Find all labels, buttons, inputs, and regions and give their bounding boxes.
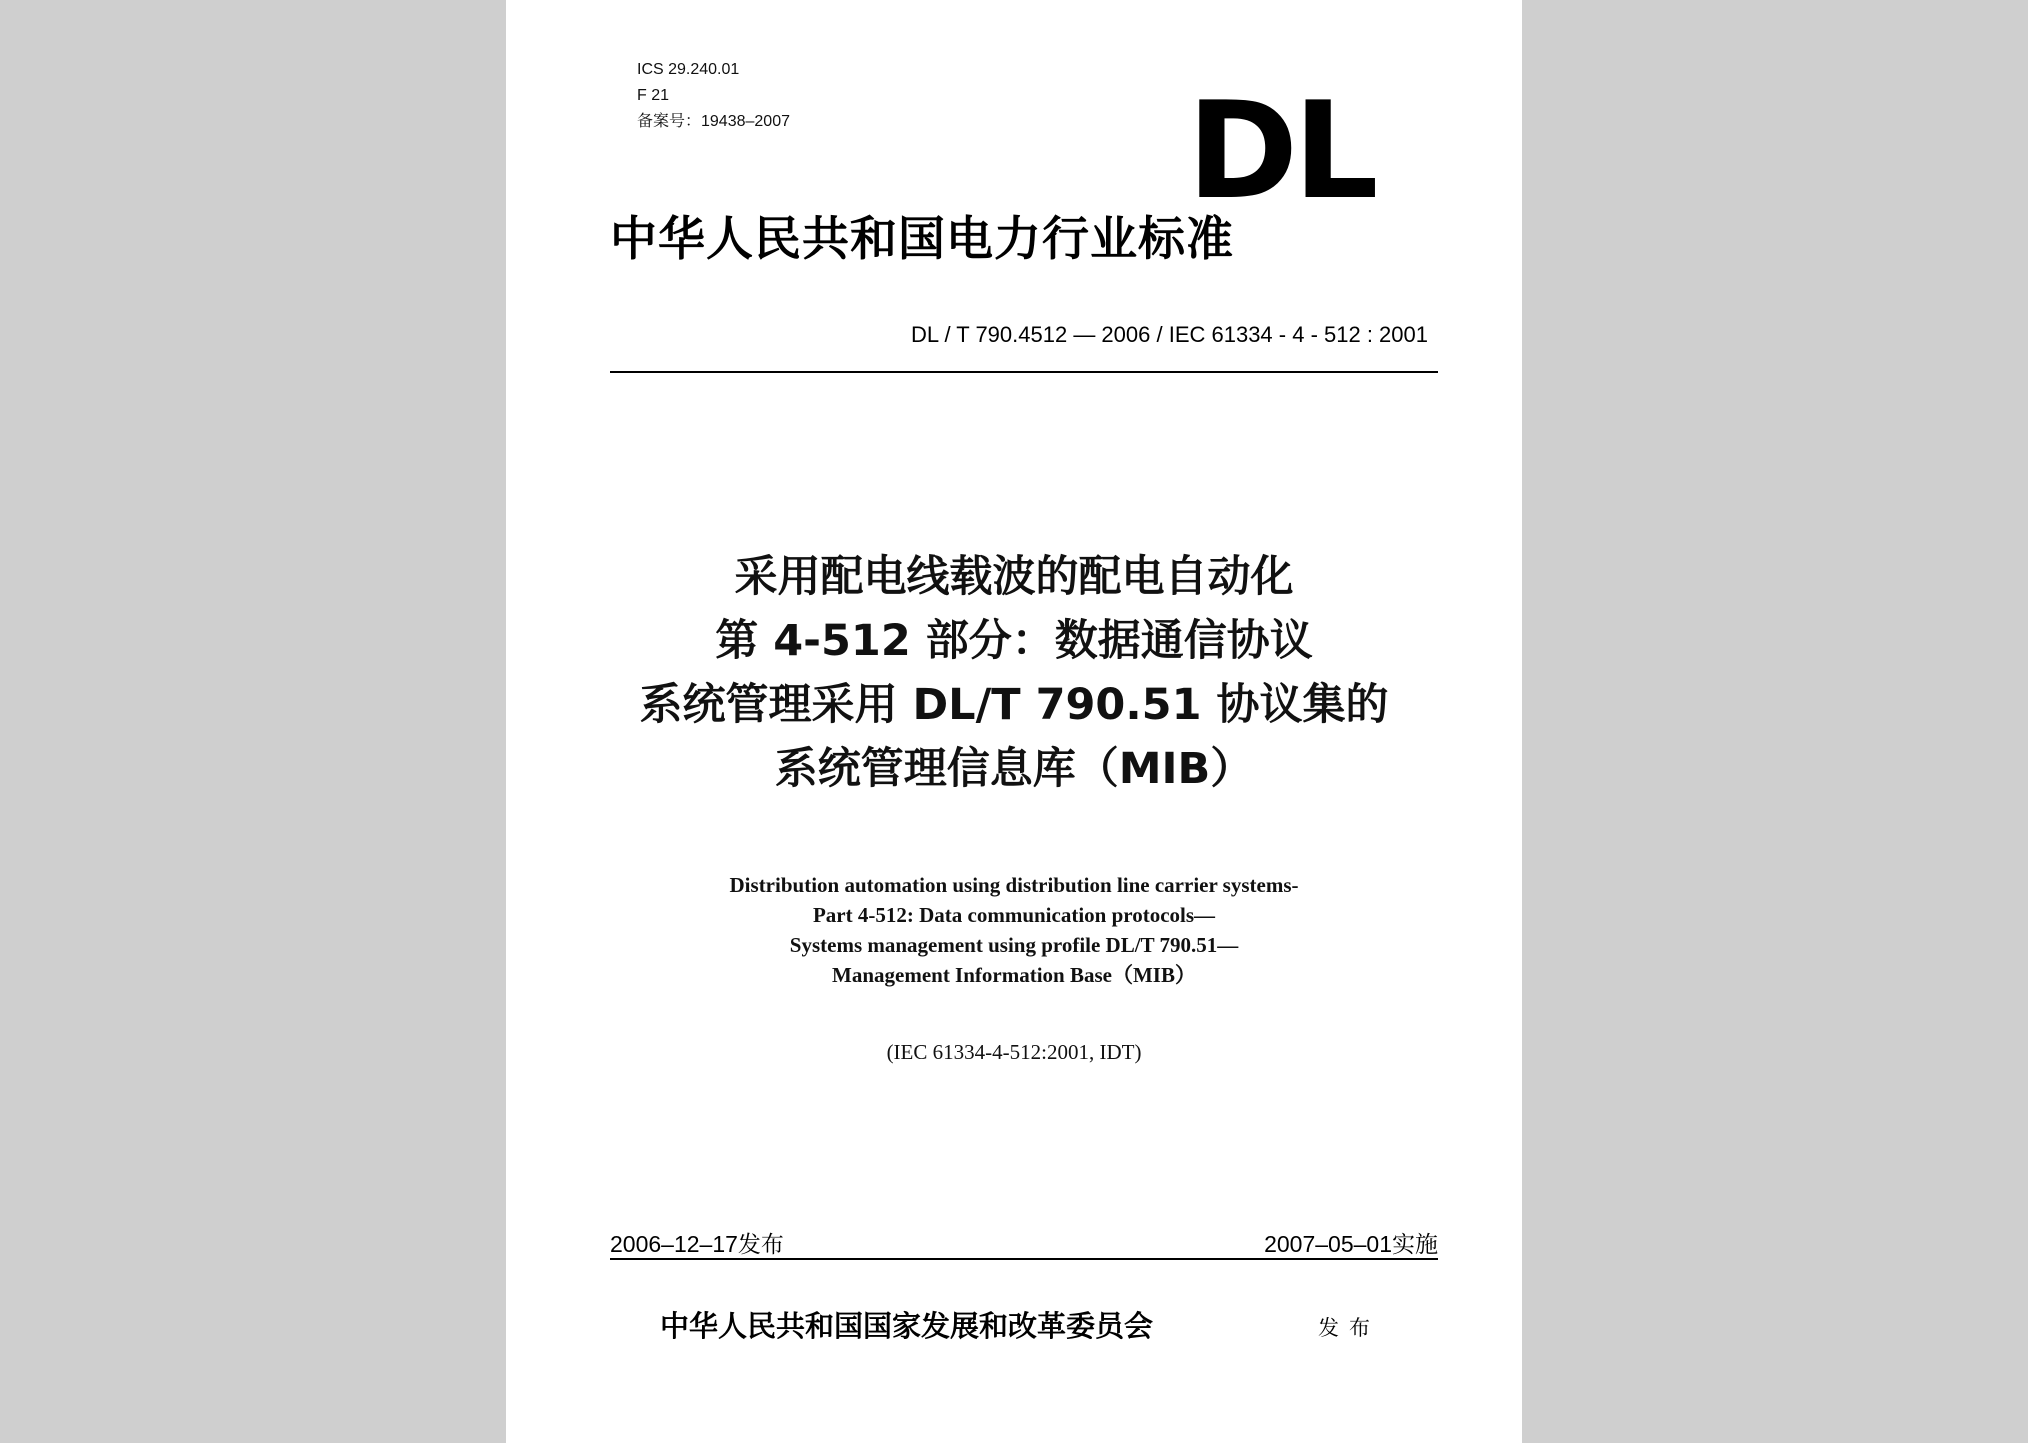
dl-logo: DL bbox=[1187, 73, 1374, 229]
footer-divider bbox=[610, 1258, 1438, 1260]
implement-date: 2007–05–01实施 bbox=[1264, 1231, 1438, 1257]
english-title-line-1: Distribution automation using distribution line carrier systems- bbox=[729, 873, 1299, 897]
industry-standard-title: 中华人民共和国电力行业标准 bbox=[610, 212, 1234, 267]
chinese-title-line-1: 采用配电线载波的配电自动化 bbox=[734, 552, 1294, 602]
header-divider bbox=[610, 371, 1438, 373]
class-code: F 21 bbox=[637, 87, 670, 104]
chinese-title-line-3: 系统管理采用 DL/T 790.51 协议集的 bbox=[639, 680, 1389, 730]
ics-code: ICS 29.240.01 bbox=[637, 61, 740, 78]
publish-date: 2006–12–17发布 bbox=[610, 1231, 784, 1257]
issue-label: 发布 bbox=[1318, 1316, 1380, 1340]
chinese-title-line-2: 第 4-512 部分：数据通信协议 bbox=[715, 616, 1313, 666]
english-title-line-4: Management Information Base（MIB） bbox=[832, 963, 1196, 987]
chinese-title-line-4: 系统管理信息库（MIB） bbox=[774, 744, 1254, 794]
english-title-line-2: Part 4-512: Data communication protocols— bbox=[812, 903, 1216, 927]
document-page bbox=[506, 0, 1522, 1443]
english-title-line-3: Systems management using profile DL/T 790.51— bbox=[789, 933, 1239, 957]
filing-number: 备案号：19438–2007 bbox=[637, 113, 790, 130]
adoption-note: (IEC 61334-4-512:2001, IDT) bbox=[886, 1040, 1142, 1064]
chinese-title bbox=[506, 552, 1522, 812]
english-title bbox=[506, 870, 1522, 990]
issuing-authority: 中华人民共和国国家发展和改革委员会 bbox=[660, 1309, 1154, 1343]
standard-number: DL / T 790.4512 — 2006 / IEC 61334 - 4 - 512 : 2001 bbox=[911, 322, 1428, 347]
